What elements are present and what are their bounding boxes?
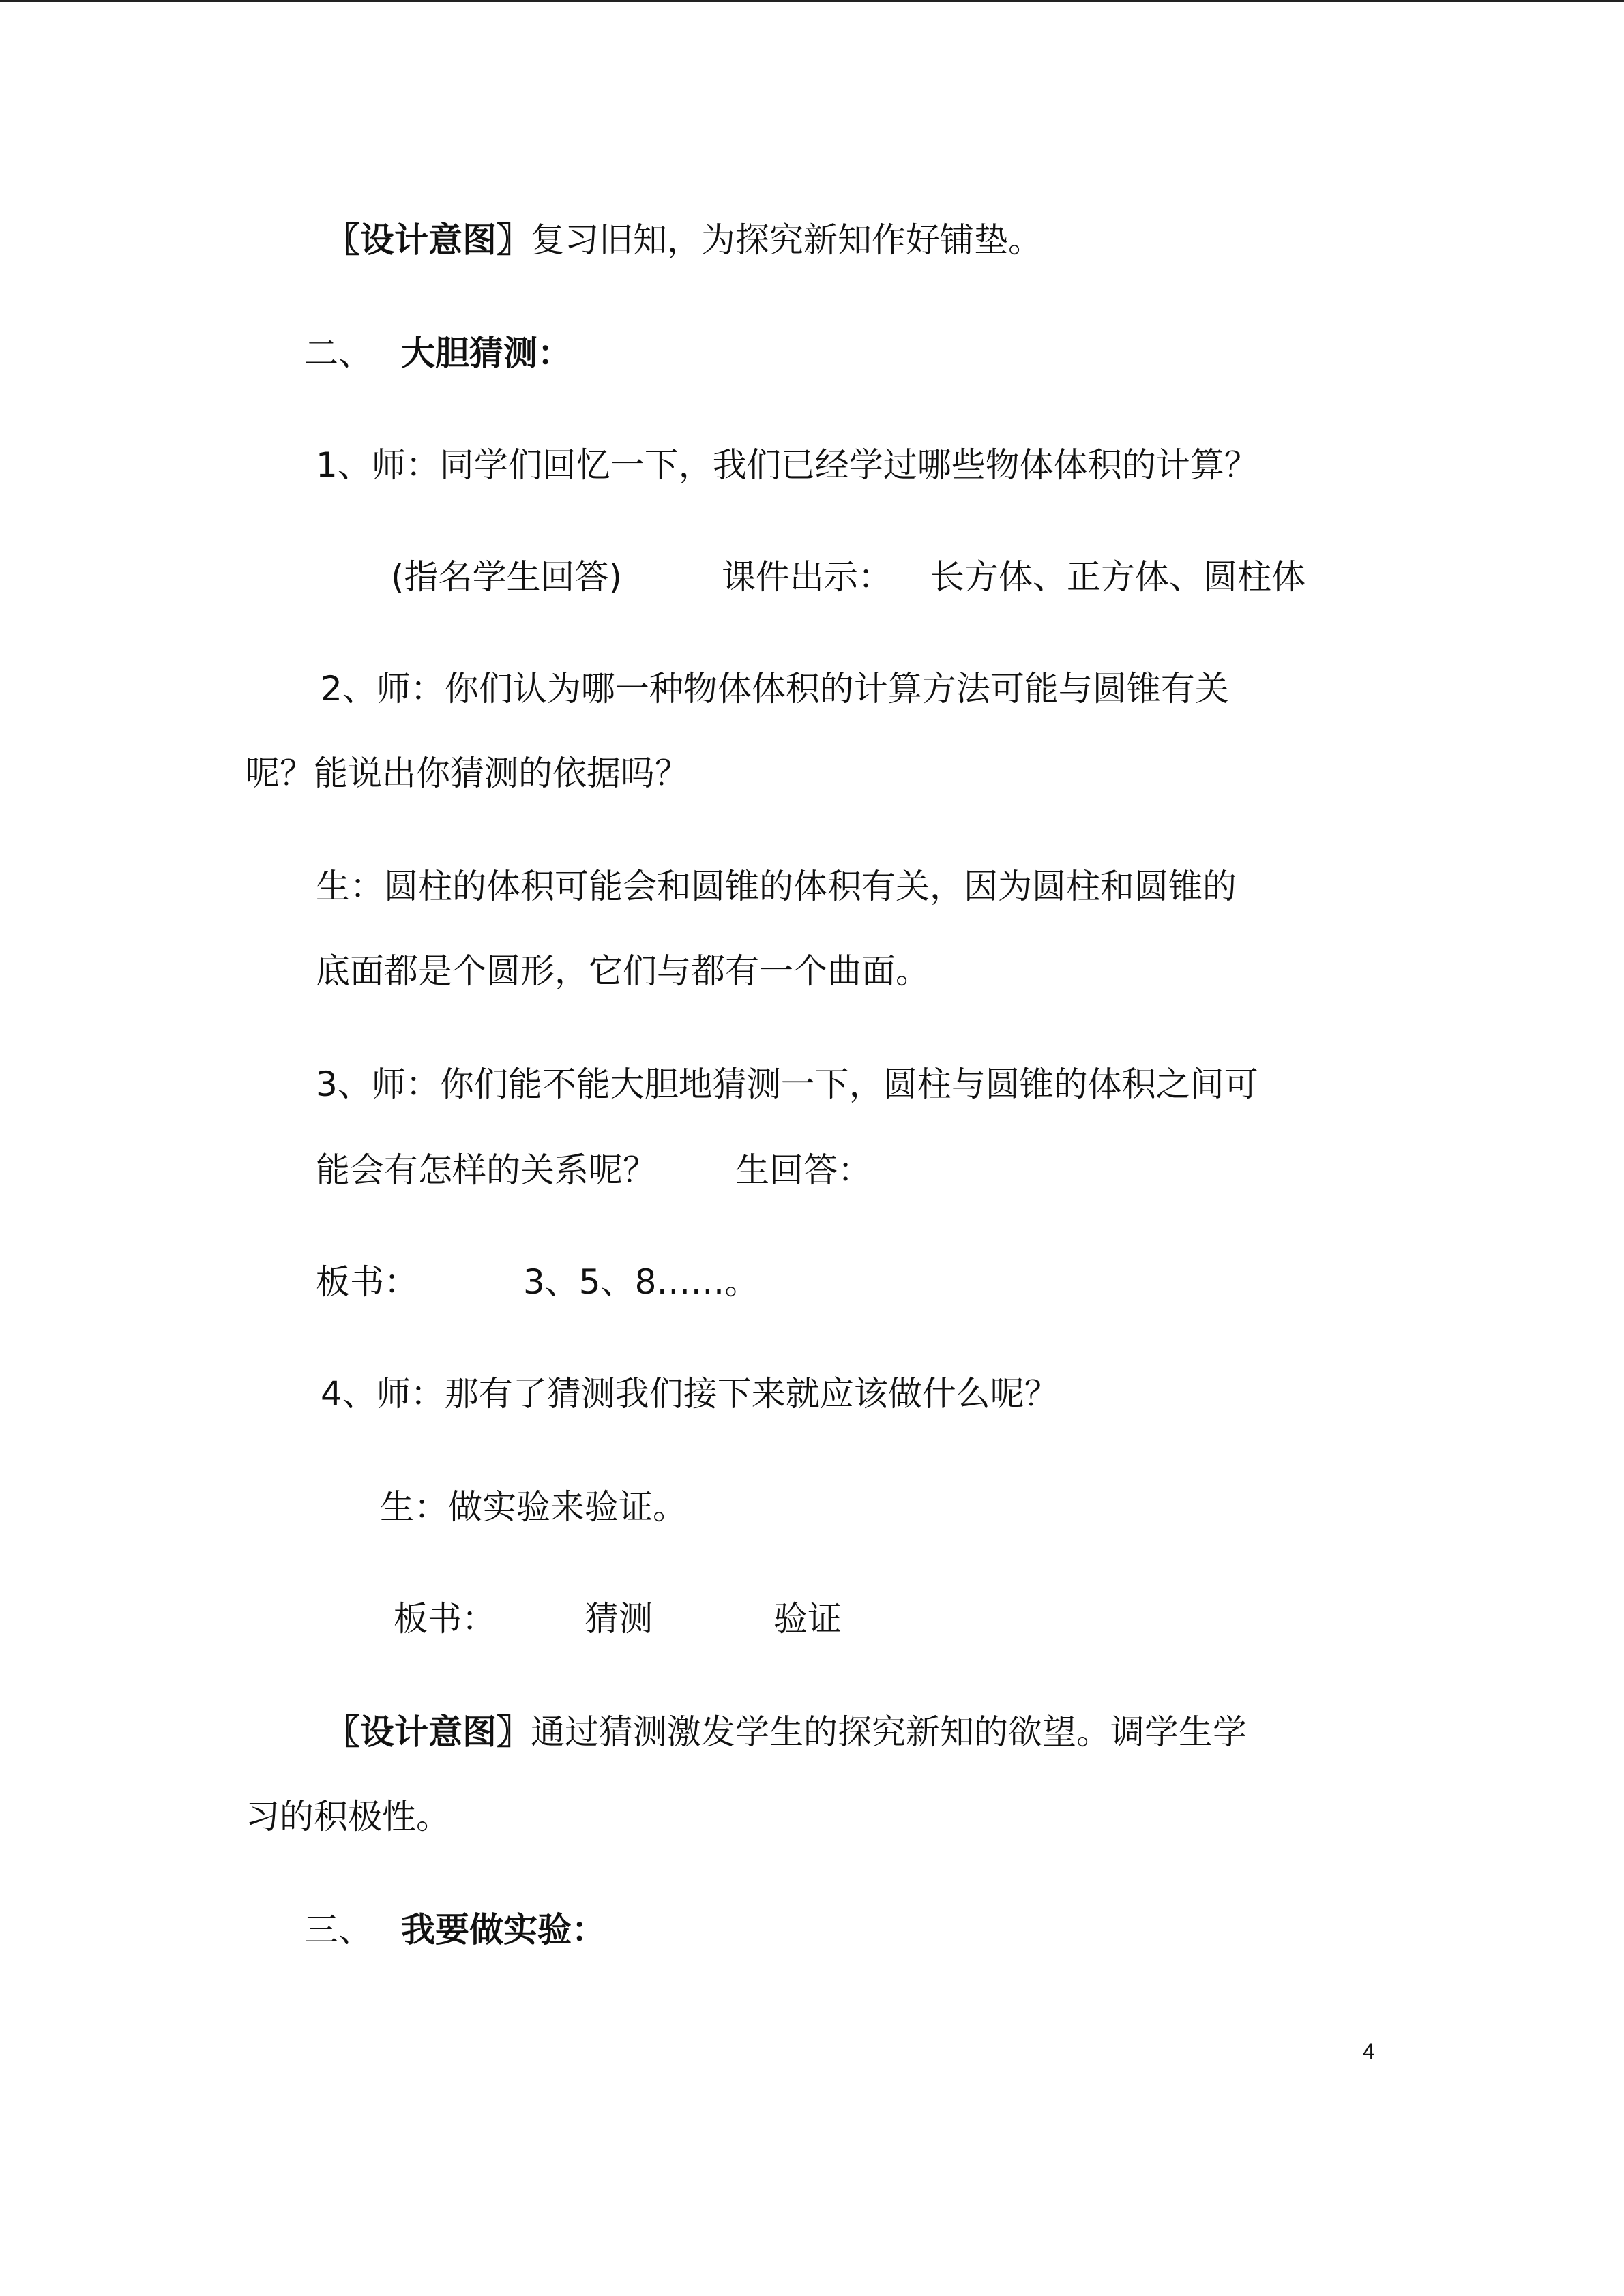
question-4: 4、师：那有了猜测我们接下来就应该做什么呢？ bbox=[321, 1374, 1059, 1414]
courseware-label: 课件出示： bbox=[722, 557, 892, 597]
answer-2-line-2: 底面都是个圆形，它们与都有一个曲面。 bbox=[316, 951, 930, 991]
design-intent-paragraph-2-line-1 bbox=[326, 1712, 1247, 1753]
page-top-border bbox=[0, 0, 1624, 2]
section-3-number: 三、 bbox=[304, 1910, 372, 1950]
design-intent-label: 〖设计意图〗 bbox=[326, 220, 531, 260]
answer-2-line-1: 生：圆柱的体积可能会和圆锥的体积有关，因为圆柱和圆锥的 bbox=[316, 867, 1237, 906]
question-2-line-2: 呢？能说出你猜测的依据吗？ bbox=[246, 754, 689, 793]
design-intent-label-2: 〖设计意图〗 bbox=[326, 1712, 531, 1752]
answer-4: 生：做实验来验证。 bbox=[380, 1487, 687, 1527]
section-2-title: 大胆猜测： bbox=[401, 333, 572, 373]
board-guess: 猜测 bbox=[585, 1599, 653, 1639]
design-intent-paragraph-2-line-2: 习的积极性。 bbox=[246, 1797, 450, 1836]
section-3-title: 我要做实验： bbox=[401, 1910, 606, 1950]
question-1-note: (指名学生回答) bbox=[391, 557, 623, 597]
page-number: 4 bbox=[1363, 2039, 1375, 2063]
design-intent-text: 复习旧知，为探究新知作好铺垫。 bbox=[531, 220, 1042, 260]
board-label-1: 板书： bbox=[316, 1262, 418, 1302]
design-intent-text-2: 通过猜测激发学生的探究新知的欲望。调学生学 bbox=[531, 1712, 1247, 1752]
question-2-line-1: 2、师：你们认为哪一种物体体积的计算方法可能与圆锥有关 bbox=[321, 669, 1229, 709]
board-label-2: 板书： bbox=[394, 1599, 496, 1639]
design-intent-paragraph-1 bbox=[326, 220, 1042, 260]
board-value-1: 3、5、8……。 bbox=[523, 1262, 759, 1302]
board-verify: 验证 bbox=[773, 1599, 842, 1639]
courseware-shapes: 长方体、正方体、圆柱体 bbox=[930, 557, 1305, 597]
question-1: 1、师：同学们回忆一下，我们已经学过哪些物体体积的计算？ bbox=[316, 445, 1258, 485]
question-3-line-1: 3、师：你们能不能大胆地猜测一下，圆柱与圆锥的体积之间可 bbox=[316, 1064, 1258, 1104]
section-2-number: 二、 bbox=[304, 333, 372, 373]
question-3-student-answer: 生回答： bbox=[735, 1150, 872, 1190]
question-3-line-2: 能会有怎样的关系呢？ bbox=[316, 1150, 657, 1190]
